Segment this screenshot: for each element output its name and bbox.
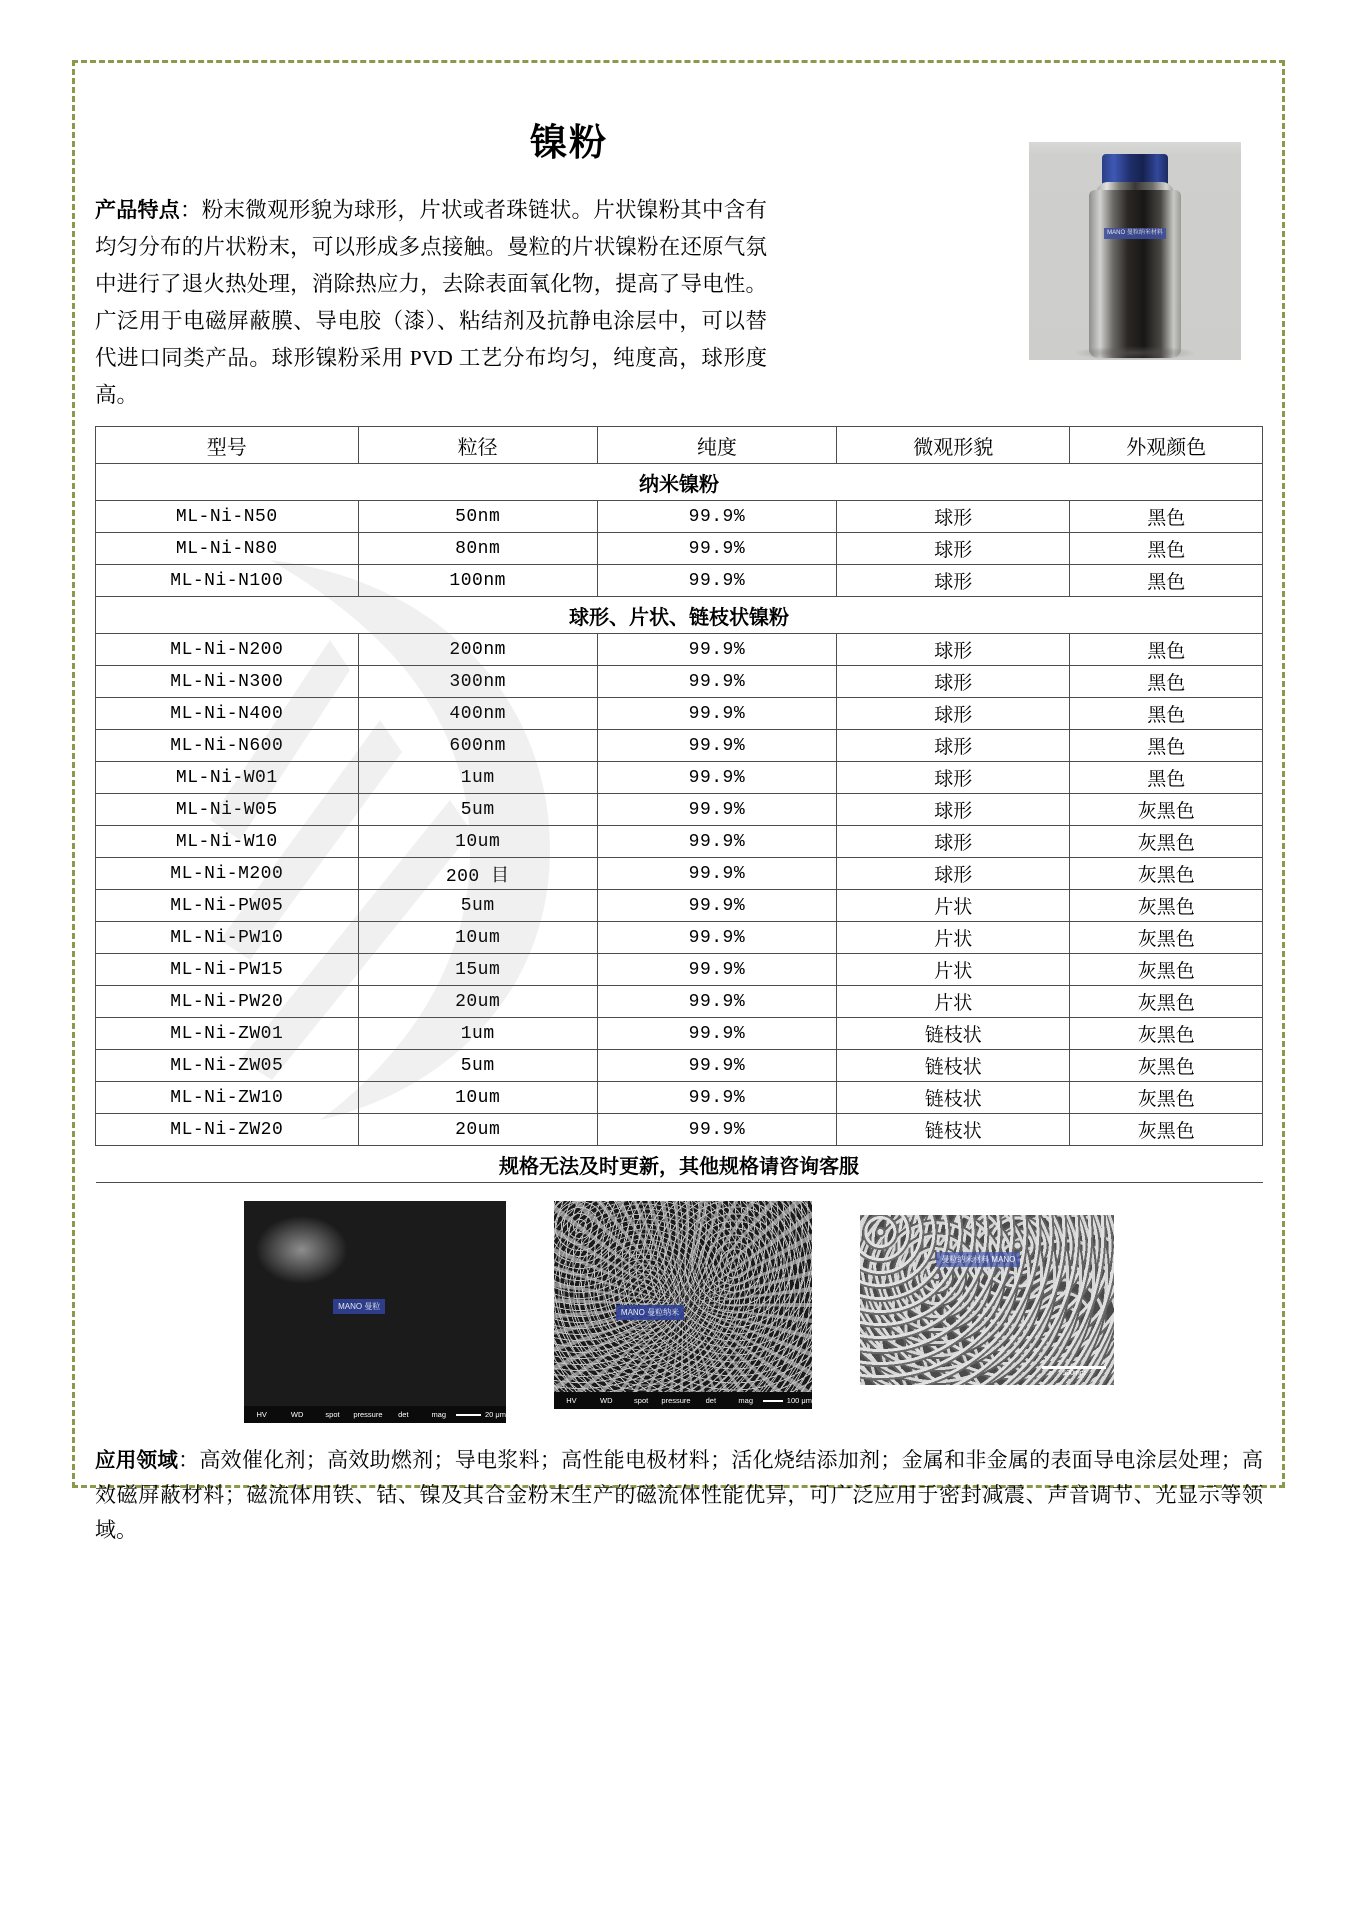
- table-cell-color: 灰黑色: [1070, 954, 1263, 986]
- table-cell-shape: 片状: [837, 890, 1070, 922]
- sem-info-bar: [244, 1406, 506, 1423]
- table-cell-shape: 球形: [837, 666, 1070, 698]
- table-cell-model: ML-Ni-ZW01: [96, 1018, 359, 1050]
- bottle-body: [1089, 190, 1181, 358]
- sem-bar-mag: mag: [431, 1410, 447, 1419]
- table-cell-color: 黑色: [1070, 501, 1263, 533]
- application-label: 应用领域: [95, 1448, 179, 1472]
- table-cell-size: 20um: [358, 1114, 597, 1146]
- table-cell-purity: 99.9%: [597, 698, 836, 730]
- table-cell-shape: 链枝状: [837, 1114, 1070, 1146]
- table-cell-purity: 99.9%: [597, 890, 836, 922]
- table-cell-purity: 99.9%: [597, 634, 836, 666]
- table-cell-size: 20um: [358, 986, 597, 1018]
- table-row: [96, 565, 1263, 597]
- table-row: [96, 698, 1263, 730]
- specification-table: [95, 426, 1263, 1183]
- table-cell-model: ML-Ni-N80: [96, 533, 359, 565]
- table-cell-purity: 99.9%: [597, 762, 836, 794]
- table-cell-color: 灰黑色: [1070, 986, 1263, 1018]
- table-cell-model: ML-Ni-W10: [96, 826, 359, 858]
- table-cell-color: 黑色: [1070, 698, 1263, 730]
- sem-scale-value: 100 μm: [786, 1396, 812, 1405]
- bottle-label: MANO 曼粒纳米材料: [1104, 228, 1166, 239]
- table-cell-shape: 球形: [837, 762, 1070, 794]
- table-row: [96, 922, 1263, 954]
- sem-scale-indicator: [1042, 1366, 1106, 1377]
- table-cell-size: 10um: [358, 922, 597, 954]
- table-cell-shape: 球形: [837, 794, 1070, 826]
- table-cell-color: 灰黑色: [1070, 1050, 1263, 1082]
- sem-image-chain: [554, 1201, 812, 1409]
- table-cell-purity: 99.9%: [597, 1018, 836, 1050]
- table-header-cell: 粒径: [358, 427, 597, 464]
- table-cell-size: 50nm: [358, 501, 597, 533]
- sem-bar-wd: WD: [290, 1410, 304, 1419]
- sem-image-spherical: [860, 1215, 1114, 1385]
- table-cell-size: 400nm: [358, 698, 597, 730]
- table-section-title: 球形、片状、链枝状镍粉: [96, 597, 1263, 634]
- product-features-paragraph: [95, 192, 767, 414]
- sem-watermark: MANO 曼粒纳米: [616, 1305, 684, 1320]
- page-title: 镍粉: [530, 121, 608, 164]
- table-cell-model: ML-Ni-N200: [96, 634, 359, 666]
- table-row: [96, 533, 1263, 565]
- table-row: [96, 730, 1263, 762]
- table-cell-color: 灰黑色: [1070, 1082, 1263, 1114]
- table-row: [96, 890, 1263, 922]
- table-cell-purity: 99.9%: [597, 730, 836, 762]
- sem-bar-hv: HV: [256, 1410, 267, 1419]
- table-cell-shape: 球形: [837, 565, 1070, 597]
- table-row: [96, 954, 1263, 986]
- table-cell-size: 5um: [358, 1050, 597, 1082]
- table-cell-purity: 99.9%: [597, 1050, 836, 1082]
- sem-scale-indicator: [456, 1410, 506, 1419]
- table-cell-size: 1um: [358, 762, 597, 794]
- table-cell-shape: 片状: [837, 954, 1070, 986]
- table-cell-purity: 99.9%: [597, 794, 836, 826]
- table-cell-size: 200 目: [358, 858, 597, 890]
- table-header-cell: 纯度: [597, 427, 836, 464]
- table-row: [96, 826, 1263, 858]
- table-cell-size: 1um: [358, 1018, 597, 1050]
- sem-scale-value: 20 μm: [485, 1410, 506, 1419]
- table-header-cell: 外观颜色: [1070, 427, 1263, 464]
- table-cell-purity: 99.9%: [597, 666, 836, 698]
- table-cell-purity: 99.9%: [597, 986, 836, 1018]
- table-cell-shape: 链枝状: [837, 1082, 1070, 1114]
- sem-bar-mag: mag: [738, 1396, 754, 1405]
- application-paragraph: [95, 1443, 1263, 1548]
- table-cell-shape: 球形: [837, 634, 1070, 666]
- table-cell-model: ML-Ni-W05: [96, 794, 359, 826]
- table-cell-model: ML-Ni-PW05: [96, 890, 359, 922]
- product-features-label: 产品特点: [95, 198, 180, 222]
- table-cell-size: 100nm: [358, 565, 597, 597]
- table-cell-size: 5um: [358, 890, 597, 922]
- sem-bar-det: det: [705, 1396, 717, 1405]
- table-cell-color: 黑色: [1070, 565, 1263, 597]
- table-cell-purity: 99.9%: [597, 922, 836, 954]
- sem-bar-hv: HV: [566, 1396, 577, 1405]
- table-cell-model: ML-Ni-ZW20: [96, 1114, 359, 1146]
- table-cell-purity: 99.9%: [597, 1114, 836, 1146]
- table-cell-color: 黑色: [1070, 762, 1263, 794]
- sem-scale-value: 500 nm: [1062, 1370, 1086, 1377]
- table-header-row: [96, 427, 1263, 464]
- table-cell-model: ML-Ni-N50: [96, 501, 359, 533]
- table-row: [96, 1018, 1263, 1050]
- table-row: [96, 1114, 1263, 1146]
- table-cell-model: ML-Ni-ZW10: [96, 1082, 359, 1114]
- table-row: [96, 794, 1263, 826]
- sem-bar-det: det: [398, 1410, 409, 1419]
- table-cell-size: 200nm: [358, 634, 597, 666]
- table-cell-model: ML-Ni-N300: [96, 666, 359, 698]
- table-row: [96, 762, 1263, 794]
- product-photo: [1029, 142, 1241, 360]
- table-cell-shape: 球形: [837, 698, 1070, 730]
- table-cell-color: 灰黑色: [1070, 858, 1263, 890]
- table-cell-shape: 球形: [837, 501, 1070, 533]
- sem-scale-indicator: [763, 1396, 812, 1405]
- sem-image-flake: [244, 1201, 506, 1423]
- bottle-shadow: [1075, 346, 1195, 360]
- table-cell-model: ML-Ni-N400: [96, 698, 359, 730]
- application-text: ：高效催化剂；高效助燃剂；导电浆料；高性能电极材料；活化烧结添加剂；金属和非金属的表面导电涂层处理；高效磁屏蔽材料；磁流体用铁、钴、镍及其合金粉末生产的磁流体性能优异，可广泛应用于密封减震、声音调节、光显示等领域。: [95, 1448, 1264, 1542]
- table-row: [96, 1082, 1263, 1114]
- table-cell-size: 80nm: [358, 533, 597, 565]
- table-cell-color: 灰黑色: [1070, 826, 1263, 858]
- table-cell-purity: 99.9%: [597, 501, 836, 533]
- table-row: [96, 634, 1263, 666]
- table-cell-model: ML-Ni-N600: [96, 730, 359, 762]
- table-cell-shape: 球形: [837, 826, 1070, 858]
- table-cell-color: 灰黑色: [1070, 890, 1263, 922]
- table-cell-size: 15um: [358, 954, 597, 986]
- sem-watermark: MANO 曼粒: [333, 1299, 385, 1314]
- product-features-text: ：粉末微观形貌为球形，片状或者珠链状。片状镍粉其中含有均匀分布的片状粉末，可以形成多点接触。曼粒的片状镍粉在还原气氛中进行了退火热处理，消除热应力，去除表面氧化物，提高了导电性。广泛用于电磁屏蔽膜、导电胶（漆）、粘结剂及抗静电涂层中，可以替代进口同类产品。球形镍粉采用 PVD 工艺分布均匀，纯度高，球形度高。: [95, 198, 767, 407]
- sem-texture: [860, 1215, 1114, 1385]
- table-cell-color: 灰黑色: [1070, 922, 1263, 954]
- table-cell-purity: 99.9%: [597, 858, 836, 890]
- table-cell-shape: 片状: [837, 986, 1070, 1018]
- document-content: [95, 78, 1264, 1542]
- table-cell-color: 黑色: [1070, 533, 1263, 565]
- table-footer-note-row: [96, 1146, 1263, 1183]
- table-row: [96, 986, 1263, 1018]
- table-cell-purity: 99.9%: [597, 533, 836, 565]
- sem-bar-pressure: pressure: [661, 1396, 691, 1405]
- sem-bar-spot: spot: [634, 1396, 649, 1405]
- table-cell-model: ML-Ni-W01: [96, 762, 359, 794]
- table-cell-model: ML-Ni-M200: [96, 858, 359, 890]
- table-section-row: [96, 464, 1263, 501]
- table-cell-model: ML-Ni-PW10: [96, 922, 359, 954]
- table-row: [96, 666, 1263, 698]
- table-cell-purity: 99.9%: [597, 1082, 836, 1114]
- table-cell-model: ML-Ni-ZW05: [96, 1050, 359, 1082]
- table-cell-shape: 球形: [837, 858, 1070, 890]
- table-footer-note: 规格无法及时更新，其他规格请咨询客服: [96, 1146, 1263, 1183]
- sem-bar-pressure: pressure: [353, 1410, 383, 1419]
- table-cell-shape: 球形: [837, 533, 1070, 565]
- table-cell-color: 灰黑色: [1070, 1018, 1263, 1050]
- sem-watermark: 曼粒纳米材料 MANO: [936, 1252, 1020, 1267]
- sem-image-row: [95, 1201, 1263, 1423]
- table-cell-model: ML-Ni-PW20: [96, 986, 359, 1018]
- table-cell-model: ML-Ni-N100: [96, 565, 359, 597]
- table-row: [96, 858, 1263, 890]
- table-cell-shape: 球形: [837, 730, 1070, 762]
- table-cell-size: 300nm: [358, 666, 597, 698]
- table-cell-purity: 99.9%: [597, 954, 836, 986]
- table-cell-shape: 片状: [837, 922, 1070, 954]
- table-cell-color: 灰黑色: [1070, 1114, 1263, 1146]
- table-cell-purity: 99.9%: [597, 565, 836, 597]
- table-row: [96, 501, 1263, 533]
- table-header-cell: 型号: [96, 427, 359, 464]
- sem-bar-spot: spot: [325, 1410, 340, 1419]
- table-cell-purity: 99.9%: [597, 826, 836, 858]
- table-cell-shape: 链枝状: [837, 1050, 1070, 1082]
- table-cell-size: 10um: [358, 826, 597, 858]
- table-row: [96, 1050, 1263, 1082]
- table-cell-size: 10um: [358, 1082, 597, 1114]
- table-cell-size: 5um: [358, 794, 597, 826]
- table-cell-size: 600nm: [358, 730, 597, 762]
- table-header-cell: 微观形貌: [837, 427, 1070, 464]
- table-section-title: 纳米镍粉: [96, 464, 1263, 501]
- table-cell-color: 黑色: [1070, 634, 1263, 666]
- table-cell-color: 黑色: [1070, 730, 1263, 762]
- sem-bar-wd: WD: [600, 1396, 613, 1405]
- sem-info-bar: [554, 1392, 812, 1409]
- table-cell-color: 黑色: [1070, 666, 1263, 698]
- table-cell-shape: 链枝状: [837, 1018, 1070, 1050]
- table-section-row: [96, 597, 1263, 634]
- table-cell-model: ML-Ni-PW15: [96, 954, 359, 986]
- table-cell-color: 灰黑色: [1070, 794, 1263, 826]
